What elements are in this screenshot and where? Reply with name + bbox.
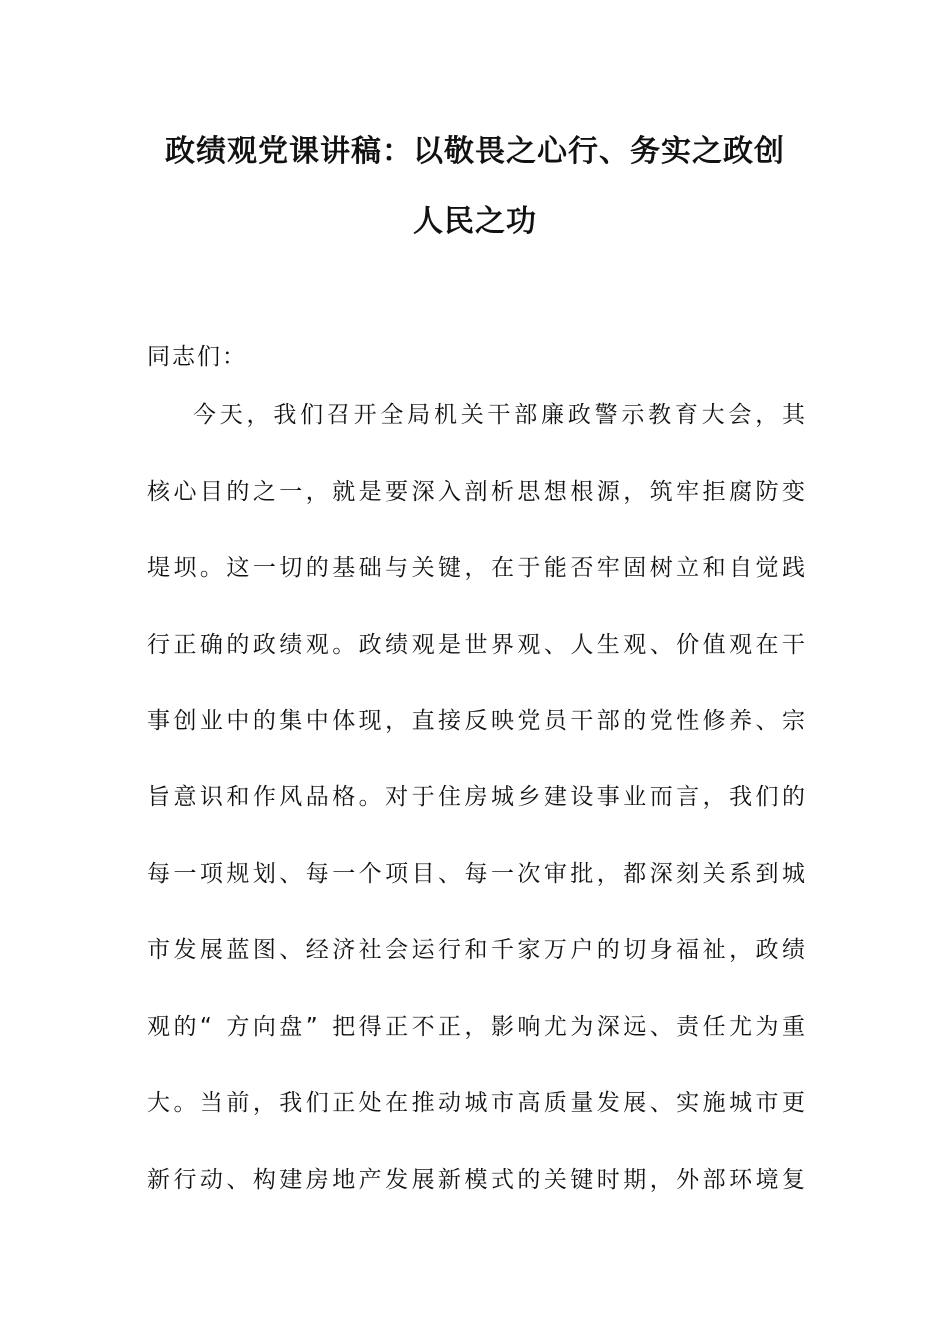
paragraph-line: 堤 坝 。 这 一 切 的 基 础 与 关 键 ， 在 于 能 否 牢 固 树 立 和 自 觉 践 bbox=[147, 555, 805, 581]
document-title-line-2: 人民之功 bbox=[413, 204, 537, 239]
paragraph-line: 观 的 “ 方 向 盘 ” 把 得 正 不 正 ， 影 响 尤 为 深 远 、 责 任 尤 为 重 bbox=[147, 1014, 805, 1040]
paragraph-line: 大 。 当 前 ， 我 们 正 处 在 推 动 城 市 高 质 量 发 展 、 实 施 城 市 更 bbox=[147, 1090, 805, 1116]
document-title-line-1: 政绩观党课讲稿：以敬畏之心行、务实之政创 bbox=[165, 134, 785, 169]
paragraph-line: 市 发 展 蓝 图 、 经 济 社 会 运 行 和 千 家 万 户 的 切 身 福 祉 ， 政 绩 bbox=[147, 937, 805, 963]
salutation: 同志们： bbox=[147, 344, 247, 370]
paragraph-line: 旨 意 识 和 作 风 品 格 。 对 于 住 房 城 乡 建 设 事 业 而 言 ， 我 们 的 bbox=[147, 784, 805, 810]
paragraph-line: 核 心 目 的 之 一 ， 就 是 要 深 入 剖 析 思 想 根 源 ， 筑 牢 拒 腐 防 变 bbox=[147, 479, 805, 505]
paragraph-line: 事 创 业 中 的 集 中 体 现 ， 直 接 反 映 党 员 干 部 的 党 性 修 养 、 宗 bbox=[147, 708, 805, 734]
paragraph-line: 行 正 确 的 政 绩 观 。 政 绩 观 是 世 界 观 、 人 生 观 、 价 值 观 在 干 bbox=[147, 632, 805, 658]
paragraph-line: 今 天 ， 我 们 召 开 全 局 机 关 干 部 廉 政 警 示 教 育 大 会 ， 其 bbox=[193, 402, 805, 428]
paragraph-line: 每 一 项 规 划 、 每 一 个 项 目 、 每 一 次 审 批 ， 都 深 刻 关 系 到 城 bbox=[147, 861, 805, 887]
paragraph-line: 新 行 动 、 构 建 房 地 产 发 展 新 模 式 的 关 键 时 期 ， 外 部 环 境 复 bbox=[147, 1167, 805, 1193]
